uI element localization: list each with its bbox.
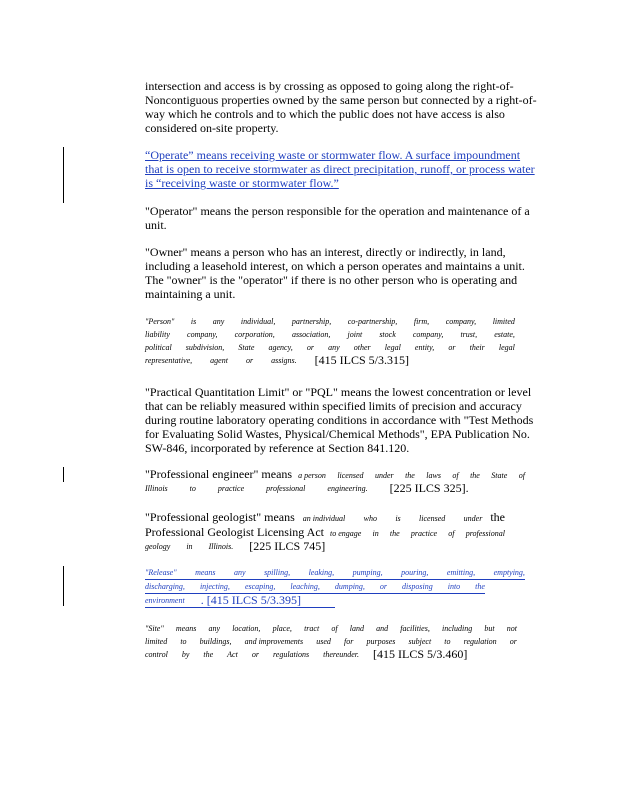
text-word: or [245,356,254,365]
text-word: tract [304,624,320,633]
term-lead: "Professional geologist" means [145,510,295,524]
text-word: buildings, [199,637,232,646]
text-word: facilities, [400,624,430,633]
text-word: entity, [414,343,435,352]
text-word: company, [412,330,444,339]
text-row [145,580,485,594]
text-line: including a leasehold interest, on which a person operates and maintains a unit. [145,259,525,273]
text-word: State [491,471,508,480]
definition-professional-engineer [145,467,525,495]
text-word: any [208,624,221,633]
text-word: or [251,650,259,659]
paragraph-onsite [145,79,590,135]
text-word: land [349,624,364,633]
text-word: any [234,568,246,577]
text-word: in [372,529,379,538]
text-word: control [145,650,168,659]
term-lead: Professional Geologist Licensing Act [145,525,324,539]
text-line: “Operate” means receiving waste or stormwater flow. A surface impoundment [145,148,521,162]
definition-release [145,566,525,608]
definition-operate [145,148,590,190]
text-word: company, [445,317,477,326]
text-word: regulations [272,650,310,659]
text-word: Act [227,650,238,659]
text-word: the [475,582,485,591]
text-word: an individual [302,514,346,523]
definition-pql [145,385,590,455]
text-word: limited [145,637,168,646]
text-word: under [463,514,483,523]
text-word: the [490,510,505,524]
text-line: maintaining a unit. [145,287,236,301]
text-word: including [441,624,473,633]
text-word: or [379,582,388,591]
text-word: trust, [460,330,478,339]
text-row [145,354,515,367]
text-word: licensed [419,514,446,523]
text-word: the [470,471,480,480]
text-word: laws [426,471,441,480]
text-word: disposing [402,582,433,591]
text-word: Illinois. [208,542,234,551]
text-word: any [328,343,340,352]
citation: [225 ILCS 325]. [389,481,469,495]
text-word: State [238,343,255,352]
change-bar [63,467,64,482]
text-word: representative, [145,356,193,365]
text-line: is “receiving waste or stormwater flow.” [145,176,339,190]
text-word: pumping, [352,568,383,577]
text-word: in [186,542,193,551]
text-row [145,328,515,341]
text-word: the [405,471,415,480]
text-word: emitting, [446,568,476,577]
text-word: or [509,637,517,646]
text-word: liability [145,330,170,339]
text-word: discharging, [145,582,185,591]
text-word: of [452,471,459,480]
text-word: political [145,343,172,352]
citation: . [415 ILCS 5/3.395] [200,593,302,607]
text-line: unit. [145,218,167,232]
text-word: professional [465,529,505,538]
text-word: pouring, [401,568,429,577]
text-word: is [190,317,197,326]
text-word: dumping, [334,582,365,591]
text-row [145,648,517,661]
text-word: regulation [463,637,497,646]
text-word: is [395,514,401,523]
text-word: used [316,637,331,646]
text-word: engineering. [327,484,368,493]
definition-operator [145,204,590,232]
text-line: "Operator" means the person responsible for the operation and maintenance of a [145,204,530,218]
text-word: "Release" [145,568,177,577]
text-line: considered on-site property. [145,121,279,135]
definition-site [145,622,517,661]
text-word: to engage [329,529,362,538]
text-word: Illinois [145,484,168,493]
text-word: of [448,529,455,538]
text-word: the [203,650,214,659]
citation: [415 ILCS 5/3.460] [373,647,468,661]
text-word: means [175,624,197,633]
text-word: licensed [337,471,364,480]
text-word: escaping, [244,582,276,591]
text-row [145,594,335,608]
text-word: assigns. [271,356,297,365]
term-lead: "Professional engineer" means [145,467,293,481]
text-word: who [363,514,377,523]
text-line: "Owner" means a person who has an interest, directly or indirectly, in land, [145,245,506,259]
text-line: SW-846, incorporated by reference at Section 841.120. [145,441,410,455]
text-word: emptying, [493,568,525,577]
text-word: partnership, [291,317,332,326]
text-word: "Person" [145,317,175,326]
text-word: a person [298,471,326,480]
text-line: intersection and access is by crossing as opposed to going along the right-of- [145,79,514,93]
text-word: place, [272,624,292,633]
text-word: spilling, [264,568,291,577]
text-row [145,622,517,635]
text-word: and improvements [244,637,304,646]
text-line: way which he controls and to which the public does not have access is also [145,107,505,121]
text-word: professional [266,484,306,493]
text-word: purposes [366,637,396,646]
text-word: agency, [268,343,293,352]
text-word: but [484,624,495,633]
text-word: the [389,529,400,538]
text-word: and [376,624,389,633]
text-line: The "owner" is the "operator" if there is no other person who is operating and [145,273,518,287]
text-word: subdivision, [185,343,225,352]
text-word: association, [291,330,331,339]
text-word: any [212,317,225,326]
text-word: location, [232,624,261,633]
text-word: company, [187,330,218,339]
text-word: of [518,471,525,480]
text-word: to [444,637,451,646]
text-word: legal [384,343,401,352]
text-line: that is open to receive stormwater as direct precipitation, runoff, or process water [145,162,535,176]
text-word: estate, [494,330,515,339]
definition-person [145,315,515,367]
text-word: agent [210,356,228,365]
text-row [145,566,525,580]
text-word: "Site" [145,624,164,633]
text-word: limited [492,317,515,326]
definition-owner [145,245,590,301]
text-word: for [344,637,354,646]
text-word: or [448,343,456,352]
text-line: during routine laboratory operating conditions in accordance with "Test Methods [145,413,534,427]
text-word: into [447,582,461,591]
text-word: injecting, [199,582,230,591]
text-word: subject [408,637,432,646]
definition-professional-geologist [145,510,505,553]
text-word: to [180,637,187,646]
citation: [225 ILCS 745] [249,539,326,553]
text-word: firm, [413,317,430,326]
text-row [330,527,505,540]
text-word: by [181,650,190,659]
text-line: that can be reliably measured within specified limits of precision and accuracy [145,399,522,413]
text-line: for Evaluating Solid Wastes, Physical/Chemical Methods", EPA Publication No. [145,427,530,441]
text-word: co-partnership, [347,317,398,326]
text-row [145,540,505,553]
text-word: practice [410,529,438,538]
text-line: "Practical Quantitation Limit" or "PQL" means the lowest concentration or level [145,385,532,399]
text-word: their [469,343,485,352]
change-bar [63,566,64,606]
text-word: practice [217,484,245,493]
text-word: leaking, [308,568,335,577]
text-word: leaching, [290,582,320,591]
text-word: under [374,471,394,480]
citation: [415 ILCS 5/3.315] [314,353,409,367]
text-word: joint [347,330,363,339]
text-word: individual, [240,317,276,326]
text-row [145,482,525,495]
text-word: stock [379,330,396,339]
text-word: of [331,624,338,633]
text-line: Noncontiguous properties owned by the same person but connected by a right-of- [145,93,537,107]
text-word: thereunder. [323,650,360,659]
text-word: to [189,484,196,493]
text-row [145,315,515,328]
text-word: means [195,568,216,577]
text-word: not [506,624,517,633]
text-word: legal [498,343,515,352]
text-word: environment [145,596,185,605]
text-word: corporation, [234,330,275,339]
change-bar [63,147,64,203]
text-word: or [306,343,314,352]
text-row [303,512,483,525]
text-word: other [353,343,371,352]
text-word: geology [145,542,171,551]
